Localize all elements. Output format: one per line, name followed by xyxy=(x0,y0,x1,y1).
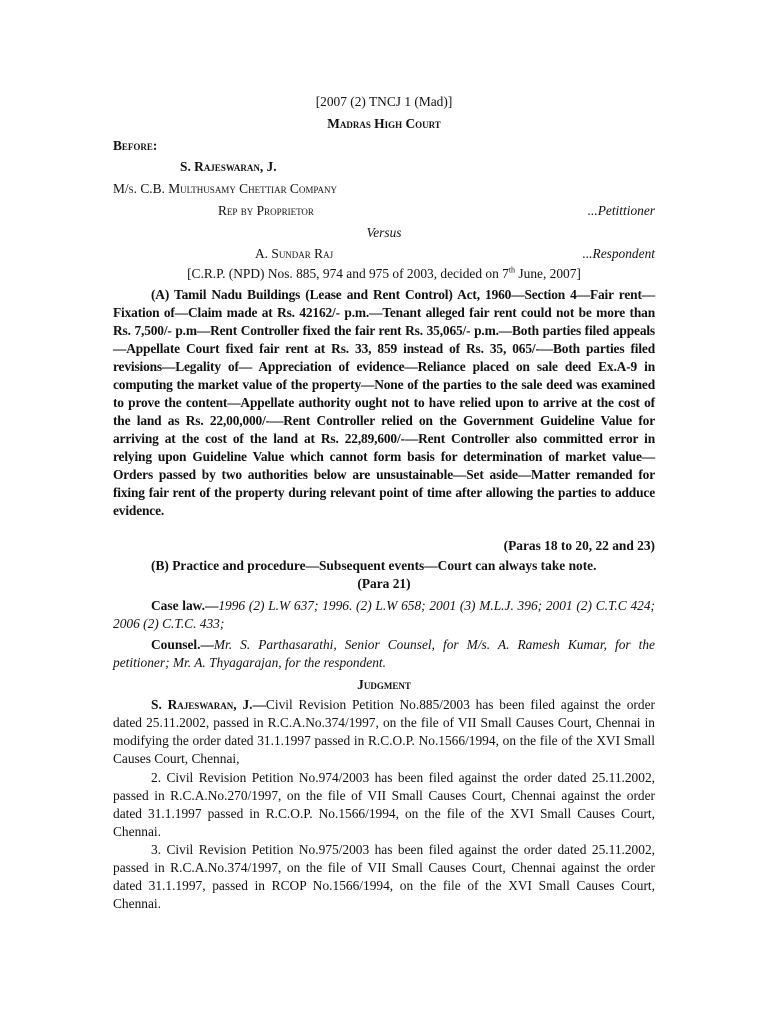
paragraph-1-judge: S. Rajeswaran, J.— xyxy=(151,697,266,712)
counsel xyxy=(113,636,655,672)
citation: [2007 (2) TNCJ 1 (Mad)] xyxy=(315,94,453,109)
case-law xyxy=(113,597,655,633)
judgment-heading: Judgment xyxy=(357,677,411,692)
case-law-text: 1996 (2) L.W 637; 1996. (2) L.W 658; 2001 (3) M.L.J. 396; 2001 (2) C.T.C 424; 2006 (2) C.T.C. 433; xyxy=(113,598,655,631)
respondent-role: ...Respondent xyxy=(582,246,655,261)
versus: Versus xyxy=(366,225,402,240)
paragraph-2: 2. Civil Revision Petition No.974/2003 has been filed against the order dated 25.11.2002, passed in R.C.A.No.270/1997, on the file of VII Small Causes Court, Chennai against the order dated 31.1.1997 passed in R.C.O.P. No.1566/1994, on the file of the XVI Small Causes Court, Chennai. xyxy=(113,770,655,839)
headnote-a: (A) Tamil Nadu Buildings (Lease and Rent Control) Act, 1960—Section 4—Fair rent—Fixation of—Claim made at Rs. 42162/- p.m.—Tenant alleged fair rent could not be more than Rs. 7,500/- p.m—Rent Controller fixed the fair rent Rs. 35,065/- p.m.—Both parties filed appeals—Appellate Court fixed fair rent at Rs. 33, 859 instead of Rs. 35, 065/-—Both parties filed revisions—Legality of— Appreciation of evidence—Reliance placed on sale deed Ex.A-9 in computing the market value of the property—None of the parties to the sale deed was examined to prove the content—Appellate authority ought not to have relied upon to arrive at the cost of the land as Rs. 22,00,000/-—Rent Controller relied on the Government Guideline Value for arriving at the cost of the land at Rs. 22,89,600/-—Rent Controller also committed error in relying upon Guideline Value which cannot form basis for determination of market value—Orders passed by two authorities below are unsustainable—Set aside—Matter remanded for fixing fair rent of the property during relevant point of time after allowing the parties to adduce evidence. xyxy=(113,287,655,518)
paras-a: (Paras 18 to 20, 22 and 23) xyxy=(503,538,655,553)
counsel-label: Counsel.— xyxy=(151,637,214,652)
case-info-end: June, 2007] xyxy=(515,266,581,281)
paragraph-1 xyxy=(113,696,655,768)
before-label: Before: xyxy=(113,138,158,153)
case-law-label: Case law.— xyxy=(151,598,219,613)
paragraph-3: 3. Civil Revision Petition No.975/2003 has been filed against the order dated 25.11.2002, passed in R.C.A.No.374/1997, on the file of VII Small Causes Court, Chennai against the order dated 31.1.1997, passed in RCOP No.1566/1994, on the file of the XVI Small Causes Court, Chennai. xyxy=(113,842,655,911)
headnote-b: (B) Practice and procedure—Subsequent events—Court can always take note. xyxy=(151,558,597,573)
case-info xyxy=(0,265,768,283)
paras-b: (Para 21) xyxy=(357,576,411,591)
respondent-name: A. Sundar Raj xyxy=(255,246,334,261)
judge-name: S. Rajeswaran, J. xyxy=(180,159,277,174)
petitioner-name: M/s. C.B. Multhusamy Chettiar Company xyxy=(113,181,338,196)
case-info-main: [C.R.P. (NPD) Nos. 885, 974 and 975 of 2003, decided on 7 xyxy=(187,266,509,281)
case-info-sup: th xyxy=(508,265,516,275)
court-name: Madras High Court xyxy=(327,116,441,131)
counsel-text: Mr. S. Parthasarathi, Senior Counsel, for M/s. A. Ramesh Kumar, for the petitioner; Mr. A. Thyagarajan, for the respondent. xyxy=(113,637,655,670)
petitioner-rep: Rep by Proprietor xyxy=(218,203,314,218)
paragraph-1-text: Civil Revision Petition No.885/2003 has been filed against the order dated 25.11.2002, passed in R.C.A.No.374/1997, on the file of VII Small Causes Court, Chennai in modifying the order dated 31.1.1997 passed in R.C.O.P. No.1566/1994, on the file of the XVI Small Causes Court, Chennai, xyxy=(113,697,655,766)
petitioner-role: ...Petittioner xyxy=(587,203,655,218)
